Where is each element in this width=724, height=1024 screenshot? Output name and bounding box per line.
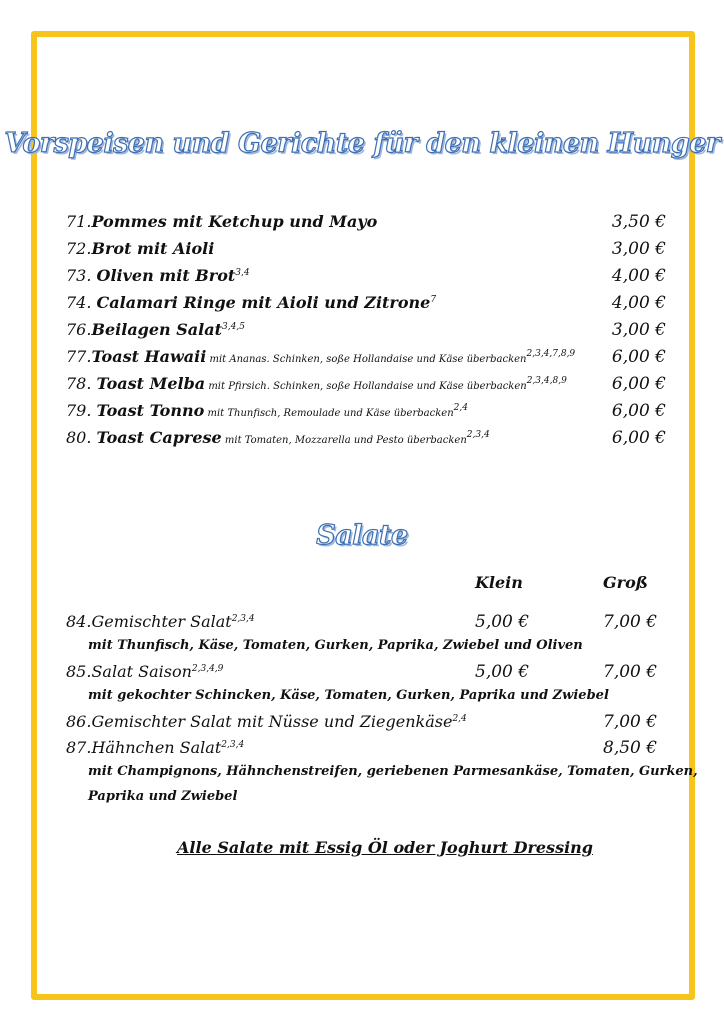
- item-name: Toast Tonno: [96, 401, 205, 420]
- item-number: 80.: [66, 428, 97, 447]
- menu-item: [66, 347, 575, 370]
- item-price: 3,00 €: [611, 239, 666, 259]
- menu-item: [66, 612, 255, 632]
- price-large: 7,00 €: [603, 662, 658, 682]
- allergen-codes: 2,3,4,8,9: [526, 376, 567, 386]
- item-description-continued: Paprika und Zwiebel: [88, 789, 238, 804]
- menu-item: [66, 239, 214, 259]
- item-number: 79.: [66, 401, 97, 420]
- item-name: Brot mit Aioli: [91, 239, 215, 258]
- price-large: 7,00 €: [603, 612, 658, 632]
- menu-item: [66, 374, 567, 397]
- item-number: 87.: [66, 738, 92, 757]
- item-detail: mit Ananas. Schinken, soße Hollandaise und Käse überbacken: [206, 354, 527, 365]
- item-name: Oliven mit Brot: [96, 266, 236, 285]
- item-name: Salat Saison: [91, 662, 192, 681]
- item-number: 86.: [66, 712, 92, 731]
- item-name: Gemischter Salat: [91, 612, 232, 631]
- allergen-codes: 3,4: [235, 268, 250, 278]
- item-price: 4,00 €: [611, 293, 666, 313]
- item-number: 78.: [66, 374, 97, 393]
- item-name: Pommes mit Ketchup und Mayo: [91, 212, 378, 231]
- menu-item: [66, 662, 223, 682]
- item-name: Hähnchen Salat: [91, 738, 222, 757]
- item-detail: mit Pfirsich. Schinken, soße Hollandaise und Käse überbacken: [205, 381, 527, 392]
- menu-item: [66, 293, 436, 313]
- price-small: 5,00 €: [475, 612, 530, 632]
- menu-item: [66, 738, 244, 758]
- menu-item: [66, 266, 250, 286]
- item-description: mit Champignons, Hähnchenstreifen, geriebenen Parmesankäse, Tomaten, Gurken,: [88, 764, 698, 779]
- item-number: 76.: [66, 320, 92, 339]
- allergen-codes: 2,3,4,7,8,9: [526, 349, 576, 359]
- item-number: 71.: [66, 212, 92, 231]
- item-name: Toast Hawaii: [91, 347, 207, 366]
- item-number: 72.: [66, 239, 92, 258]
- allergen-codes: 2,3,4: [466, 430, 490, 440]
- allergen-codes: 2,3,4,9: [191, 664, 224, 674]
- allergen-codes: 2,4: [453, 403, 468, 413]
- allergen-codes: 2,3,4: [221, 740, 245, 750]
- item-detail: mit Thunfisch, Remoulade und Käse überbacken: [204, 408, 454, 419]
- menu-item: [66, 212, 377, 232]
- column-header-large: Groß: [603, 573, 648, 592]
- item-detail: mit Tomaten, Mozzarella und Pesto überbacken: [221, 435, 467, 446]
- item-number: 77.: [66, 347, 92, 366]
- item-number: 74.: [66, 293, 97, 312]
- item-price: 4,00 €: [611, 266, 666, 286]
- allergen-codes: 3,4,5: [222, 322, 245, 332]
- item-description: mit gekochter Schincken, Käse, Tomaten, Gurken, Paprika und Zwiebel: [88, 688, 609, 703]
- item-price: 6,00 €: [611, 401, 666, 421]
- menu-item: [66, 428, 490, 451]
- item-name: Calamari Ringe mit Aioli und Zitrone: [96, 293, 431, 312]
- price-large: 7,00 €: [603, 712, 658, 732]
- item-number: 73.: [66, 266, 97, 285]
- allergen-codes: 2,3,4: [231, 614, 255, 624]
- price-large: 8,50 €: [603, 738, 658, 758]
- item-number: 85.: [66, 662, 92, 681]
- allergen-codes: 7: [430, 295, 437, 305]
- item-description: mit Thunfisch, Käse, Tomaten, Gurken, Paprika, Zwiebel und Oliven: [88, 638, 583, 653]
- item-name: Beilagen Salat: [91, 320, 223, 339]
- menu-item: [66, 712, 467, 732]
- menu-item: [66, 320, 245, 340]
- allergen-codes: 2,4: [452, 714, 467, 724]
- section-title-salads: Salate: [316, 520, 408, 551]
- item-price: 6,00 €: [611, 347, 666, 367]
- item-price: 3,50 €: [611, 212, 666, 232]
- price-small: 5,00 €: [475, 662, 530, 682]
- item-price: 3,00 €: [611, 320, 666, 340]
- item-price: 6,00 €: [611, 428, 666, 448]
- item-name: Gemischter Salat mit Nüsse und Ziegenkäse: [91, 712, 453, 731]
- column-header-small: Klein: [475, 573, 523, 592]
- item-name: Toast Caprese: [96, 428, 222, 447]
- menu-item: [66, 401, 468, 424]
- dressing-note: Alle Salate mit Essig Öl oder Joghurt Dressing: [177, 838, 593, 857]
- item-number: 84.: [66, 612, 92, 631]
- section-title-starters: Vorspeisen und Gerichte für den kleinen Hunger: [4, 128, 720, 159]
- item-price: 6,00 €: [611, 374, 666, 394]
- item-name: Toast Melba: [96, 374, 206, 393]
